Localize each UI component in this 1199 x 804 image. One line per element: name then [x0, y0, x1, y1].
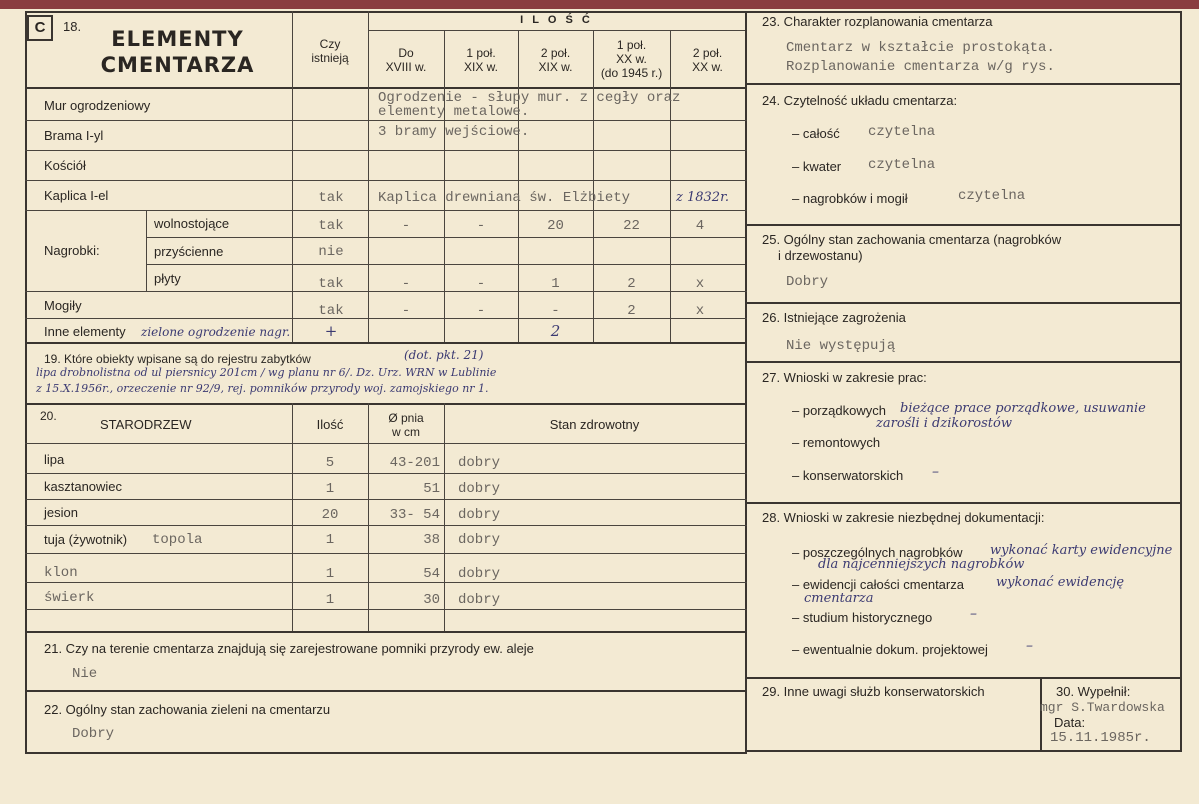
docs-gravestones-label: – poszczególnych nagrobków: [792, 545, 963, 560]
wall-note-1: Ogrodzenie - słupy mur. z cegły oraz: [378, 90, 681, 106]
section-21-value: Nie: [72, 666, 98, 682]
row-label-freestanding: wolnostojące: [154, 216, 230, 231]
section-26-label: 26. Istniejące zagrożenia: [762, 310, 906, 325]
row-label-graves: Mogiły: [44, 298, 82, 313]
section-30-label: 30. Wypełnił:: [1056, 684, 1131, 699]
qty-header: Ilość: [316, 417, 344, 432]
row-label-wall-mounted: przyścienne: [154, 244, 224, 259]
legibility-graves-label: – nagrobków i mogił: [792, 191, 908, 206]
wall-mounted-exists: nie: [318, 244, 344, 260]
freestanding-v2: -: [476, 218, 486, 234]
graves-v3: -: [551, 303, 560, 319]
wall-note-2: elementy metalowe.: [378, 104, 530, 120]
docs-gravestones-hand-1: wykonać karty ewidencyjne: [990, 543, 1173, 558]
legibility-whole-label: – całość: [792, 126, 840, 141]
section-28-label: 28. Wnioski w zakresie niezbędnej dokumentacji:: [762, 510, 1045, 525]
docs-history-label: – studium historycznego: [792, 610, 933, 625]
ilosc-header: I L O Ś Ć: [520, 14, 593, 26]
tree-trunk: 54: [423, 566, 440, 582]
docs-project-label: – ewentualnie dokum. projektowej: [792, 642, 988, 657]
legibility-quarters-label: – kwater: [792, 159, 842, 174]
period-col-5: 2 poł. XX w.: [692, 46, 723, 74]
section-25-label-2: i drzewostanu): [778, 248, 863, 263]
section-24-label: 24. Czytelność układu cmentarza:: [762, 93, 958, 108]
tree-health: dobry: [458, 532, 501, 548]
graves-v5: x: [695, 303, 705, 319]
docs-records-label: – ewidencji całości cmentarza: [792, 577, 964, 592]
period-col-3: 2 poł. XIX w.: [538, 46, 573, 74]
elements-title: [70, 26, 285, 78]
tree-trunk: 33- 54: [389, 507, 440, 523]
freestanding-v5: 4: [695, 218, 705, 234]
freestanding-v4: 22: [623, 218, 640, 234]
other-handwritten: zielone ogrodzenie nagr.: [141, 325, 291, 339]
chapel-note: Kaplica drewniana św. Elżbiety: [378, 190, 631, 206]
slabs-v2: -: [476, 276, 486, 292]
tree-trunk: 43-201: [389, 455, 440, 471]
row-label-chapel: Kaplica I-el: [44, 188, 109, 203]
date-label: Data:: [1054, 715, 1086, 730]
row-label-wall: Mur ogrodzeniowy: [44, 98, 151, 113]
trunk-header: Ø pnia w cm: [388, 411, 424, 439]
cleanup-label: – porządkowych: [792, 403, 886, 418]
species-header: STARODRZEW: [100, 417, 192, 432]
slabs-v3: 1: [551, 276, 560, 292]
legibility-graves-value: czytelna: [958, 188, 1026, 204]
tree-health: dobry: [458, 507, 501, 523]
docs-records-hand-1: wykonać ewidencję: [996, 575, 1125, 590]
conservation-label: – konserwatorskich: [792, 468, 904, 483]
row-label-gravestones: Nagrobki:: [44, 243, 100, 258]
period-col-4: 1 poł. XX w. (do 1945 r.): [600, 38, 663, 80]
docs-records-hand-2: cmentarza: [804, 591, 874, 606]
chapel-year-handwritten: z 1832r.: [676, 190, 729, 205]
row-label-gate: Brama I-yl: [44, 128, 104, 143]
freestanding-v1: -: [401, 218, 411, 234]
tree-health: dobry: [458, 455, 501, 471]
legibility-quarters-value: czytelna: [868, 157, 936, 173]
tree-qty: 1: [325, 592, 335, 608]
tree-name: lipa: [44, 452, 65, 467]
tree-name: kasztanowiec: [44, 479, 123, 494]
section-25-value: Dobry: [786, 274, 829, 290]
tree-health: dobry: [458, 481, 501, 497]
section-27-label: 27. Wnioski w zakresie prac:: [762, 370, 927, 385]
section-22-value: Dobry: [72, 726, 115, 742]
tree-qty: 20: [321, 507, 339, 523]
health-header: Stan zdrowotny: [549, 417, 640, 432]
tree-trunk: 38: [423, 532, 440, 548]
graves-v4: 2: [627, 303, 636, 319]
cleanup-hand-1: bieżące prace porządkowe, usuwanie: [900, 401, 1146, 416]
title-line-2: CMENTARZA: [100, 53, 255, 77]
slabs-v1: -: [401, 276, 411, 292]
renovation-label: – remontowych: [792, 435, 881, 450]
slabs-exists: tak: [318, 276, 344, 292]
section-19-hand-line-2: z 15.X.1956r., orzeczenie nr 92/9, rej. pomników przyrody woj. zamojskiego nr 1.: [36, 382, 489, 395]
tree-typed-name: topola: [152, 532, 203, 548]
tree-name: klon: [44, 565, 78, 581]
section-23-line-2: Rozplanowanie cmentarza w/g rys.: [786, 59, 1055, 75]
gate-note: 3 bramy wejściowe.: [378, 124, 530, 140]
tree-qty: 1: [325, 481, 335, 497]
tree-health: dobry: [458, 566, 501, 582]
tree-trunk: 30: [423, 592, 440, 608]
graves-v2: -: [476, 303, 486, 319]
graves-v1: -: [401, 303, 411, 319]
section-25-label-1: 25. Ogólny stan zachowania cmentarza (nagrobków: [762, 232, 1062, 247]
filled-by-name: mgr S.Twardowska: [1040, 700, 1165, 715]
section-19-label: 19. Które obiekty wpisane są do rejestru zabytków: [44, 352, 311, 366]
section-19-hand-line-1: lipa drobnolistna od ul piersnicy 201cm / wg planu nr 6/. Dz. Urz. WRN w Lublinie: [36, 366, 497, 379]
docs-gravestones-hand-2: dla najcenniejszych nagrobków: [818, 557, 1025, 572]
slabs-v4: 2: [627, 276, 636, 292]
period-col-1: Do XVIII w.: [385, 46, 427, 74]
tree-qty: 5: [325, 455, 335, 471]
section-19-ref: (dot. pkt. 21): [404, 348, 484, 362]
row-label-church: Kościół: [44, 158, 86, 173]
freestanding-v3: 20: [547, 218, 564, 234]
conservation-hand: –: [932, 464, 939, 480]
tree-trunk: 51: [423, 481, 440, 497]
section-23-label: 23. Charakter rozplanowania cmentarza: [762, 14, 993, 29]
section-20-number: 20.: [40, 409, 57, 423]
tree-name: tuja (żywotnik): [44, 532, 128, 547]
section-21-label: 21. Czy na terenie cmentarza znajdują się zarejestrowane pomniki przyrody ew. aleje: [44, 641, 534, 656]
section-letter-box: C: [27, 15, 53, 41]
row-label-other: Inne elementy: [44, 324, 126, 339]
exists-column-header: Czy istnieją: [311, 37, 349, 65]
tree-qty: 1: [325, 566, 335, 582]
graves-exists: tak: [318, 303, 344, 319]
row-label-slabs: płyty: [154, 271, 181, 286]
title-line-1: ELEMENTY: [111, 27, 244, 51]
section-18-number: 18.: [63, 19, 82, 34]
section-22-label: 22. Ogólny stan zachowania zieleni na cmentarzu: [44, 702, 331, 717]
tree-name: jesion: [44, 505, 78, 520]
section-26-value: Nie występują: [786, 338, 896, 354]
chapel-exists: tak: [318, 190, 344, 206]
other-v3: 2: [550, 322, 561, 340]
tree-name: świerk: [44, 590, 95, 606]
docs-history-hand: –: [970, 606, 977, 622]
legibility-whole-value: czytelna: [868, 124, 936, 140]
docs-project-hand: –: [1026, 638, 1033, 654]
freestanding-exists: tak: [318, 218, 344, 234]
cleanup-hand-2: zarośli i dzikorostów: [876, 416, 1012, 431]
period-col-2: 1 poł. XIX w.: [463, 46, 498, 74]
tree-qty: 1: [325, 532, 335, 548]
date-value: 15.11.1985r.: [1050, 730, 1151, 746]
section-29-label: 29. Inne uwagi służb konserwatorskich: [762, 684, 985, 699]
tree-health: dobry: [458, 592, 501, 608]
section-23-line-1: Cmentarz w kształcie prostokąta.: [786, 40, 1055, 56]
top-border: [0, 0, 1199, 9]
slabs-v5: x: [695, 276, 705, 292]
other-exists: +: [324, 322, 338, 340]
